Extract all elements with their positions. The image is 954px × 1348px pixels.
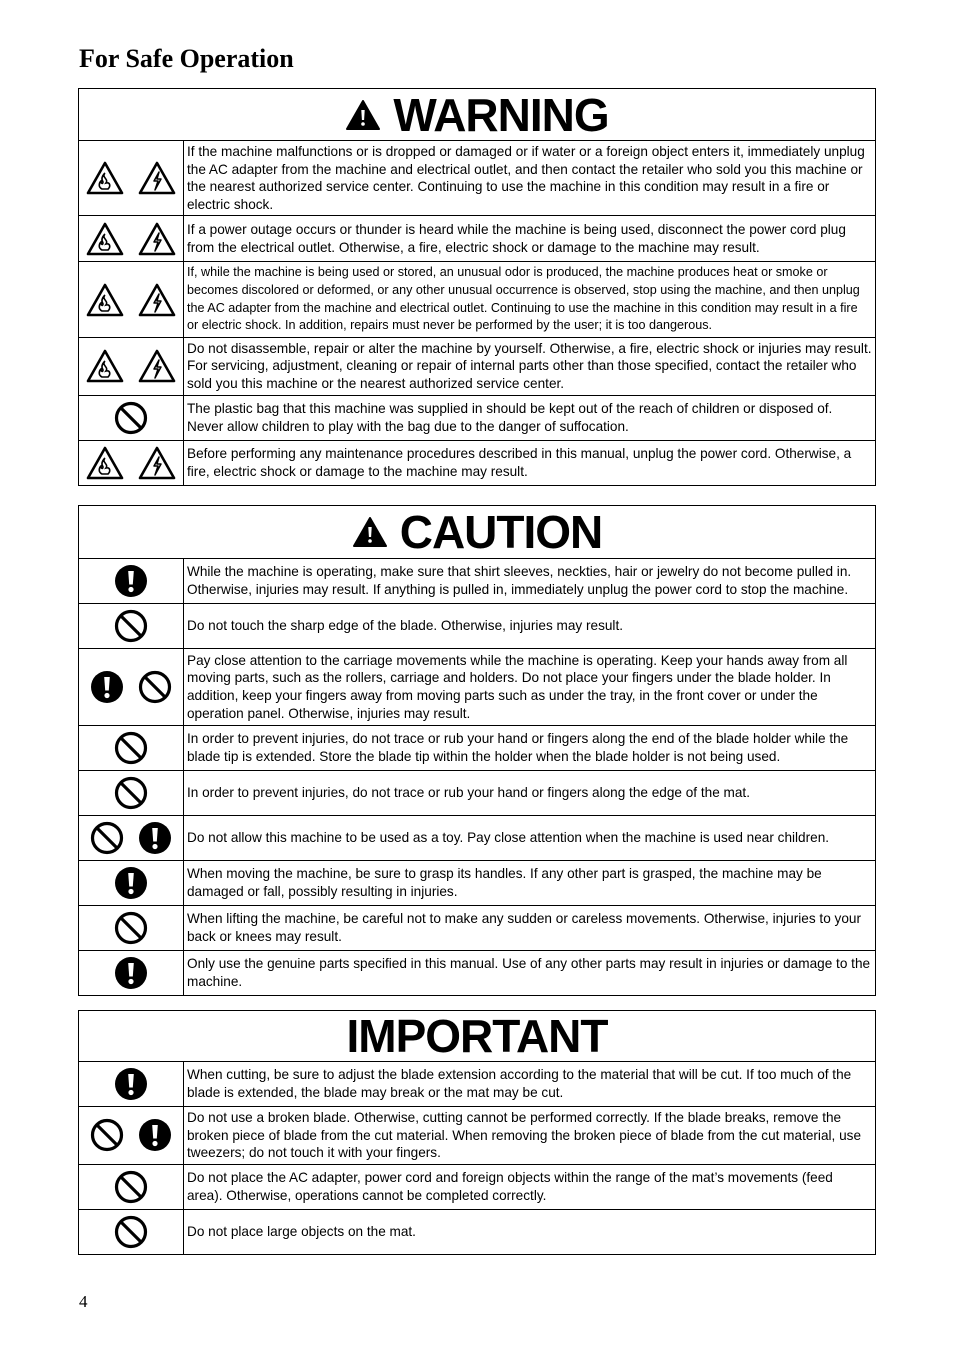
important-text: Do not place the AC adapter, power cord and foreign objects within the range of the mat’s movements (feed area). Otherwise, operations cannot be completed correctly. — [184, 1164, 876, 1209]
prohibition-icon — [114, 609, 148, 643]
electric-shock-icon — [138, 222, 176, 256]
important-text: When cutting, be sure to adjust the blade extension according to the material that will be cut. If too much of the blade is extended, the blade may break or the mat may be cut. — [184, 1062, 876, 1107]
warning-text: The plastic bag that this machine was supplied in should be kept out of the reach of children or disposed of. Never allow children to play with the bag due to the danger of suffocation. — [184, 395, 876, 440]
electric-shock-icon — [138, 446, 176, 480]
caution-heading: CAUTION — [399, 506, 603, 558]
prohibition-icon — [114, 776, 148, 810]
icon-cell — [79, 1062, 184, 1107]
page-title: For Safe Operation — [79, 44, 294, 73]
caution-text: When moving the machine, be sure to grasp its handles. If any other part is grasped, the machine may be damaged or fall, possibly resulting in injuries. — [184, 861, 876, 906]
icon-cell — [79, 559, 184, 604]
important-text: Do not use a broken blade. Otherwise, cutting cannot be performed correctly. If the blade breaks, remove the broken piece of blade from the cut material. When removing the broken piece of blade from the cut material, use tweezers; do not touch it with your fingers. — [184, 1107, 876, 1165]
icon-cell — [79, 861, 184, 906]
icon-cell — [79, 726, 184, 771]
important-heading: IMPORTANT — [346, 1010, 608, 1062]
caution-row — [79, 951, 876, 996]
mandatory-icon — [90, 670, 124, 704]
caution-row — [79, 649, 876, 726]
fire-icon — [86, 446, 124, 480]
caution-row — [79, 906, 876, 951]
caution-text: In order to prevent injuries, do not trace or rub your hand or fingers along the edge of the mat. — [184, 771, 876, 816]
prohibition-icon — [114, 401, 148, 435]
important-row — [79, 1107, 876, 1165]
prohibition-icon — [114, 1170, 148, 1204]
icon-cell — [79, 906, 184, 951]
caution-text: Do not touch the sharp edge of the blade. Otherwise, injuries may result. — [184, 604, 876, 649]
caution-text: Only use the genuine parts specified in this manual. Use of any other parts may result in injuries or damage to the machine. — [184, 951, 876, 996]
prohibition-icon — [114, 731, 148, 765]
caution-row — [79, 559, 876, 604]
icon-cell — [79, 262, 184, 337]
prohibition-icon — [90, 1118, 124, 1152]
warning-text: Before performing any maintenance procedures described in this manual, unplug the power cord. Otherwise, a fire, electric shock or damage to the machine may result. — [184, 440, 876, 485]
electric-shock-icon — [138, 283, 176, 317]
warning-row — [79, 395, 876, 440]
fire-icon — [86, 349, 124, 383]
important-table — [78, 1010, 876, 1255]
warning-text: If a power outage occurs or thunder is heard while the machine is being used, disconnect the power cord plug from the electrical outlet. Otherwise, a fire, electric shock or damage to the machine may result. — [184, 216, 876, 262]
important-row — [79, 1209, 876, 1254]
important-header-row — [79, 1011, 876, 1062]
prohibition-icon — [114, 911, 148, 945]
icon-cell — [79, 816, 184, 861]
icon-cell — [79, 1107, 184, 1165]
mandatory-icon — [138, 1118, 172, 1152]
caution-header-row — [79, 506, 876, 559]
caution-row — [79, 726, 876, 771]
warning-heading: WARNING — [393, 88, 609, 141]
warning-text: If the machine malfunctions or is dropped or damaged or if water or a foreign object enters it, immediately unplug the AC adapter from the machine and electrical outlet, and then contact the retailer who sold you this machine or the nearest authorized service center. Continuing to use the machine in this condition may result in a fire or electric shock. — [184, 141, 876, 216]
fire-icon — [86, 222, 124, 256]
important-row — [79, 1062, 876, 1107]
caution-row — [79, 861, 876, 906]
mandatory-icon — [114, 956, 148, 990]
electric-shock-icon — [138, 161, 176, 195]
prohibition-icon — [138, 670, 172, 704]
icon-cell — [79, 216, 184, 262]
warning-text: If, while the machine is being used or stored, an unusual odor is produced, the machine produces heat or smoke or becomes discolored or deformed, or any other unusual occurrence is observed, stop using the machine, and then unplug the AC adapter from the machine and electrical outlet. Continuing to use the machine in this condition may result in a fire or electric shock. In addition, repairs must never be performed by the user; it is too dangerous. — [184, 262, 876, 337]
caution-text: While the machine is operating, make sure that shirt sleeves, neckties, hair or jewelry do not become pulled in. Otherwise, injuries may result. If anything is pulled in, immediately unplug the power cord to stop the machine. — [184, 559, 876, 604]
caution-text: In order to prevent injuries, do not trace or rub your hand or fingers along the end of the blade holder while the blade tip is extended. Store the blade tip within the holder when the blade holder is not being used. — [184, 726, 876, 771]
prohibition-icon — [90, 821, 124, 855]
mandatory-icon — [114, 866, 148, 900]
electric-shock-icon — [138, 349, 176, 383]
fire-icon — [86, 283, 124, 317]
warning-row — [79, 262, 876, 337]
icon-cell — [79, 951, 184, 996]
warning-row — [79, 141, 876, 216]
icon-cell — [79, 337, 184, 395]
warning-header-row — [79, 89, 876, 141]
icon-cell — [79, 1164, 184, 1209]
warning-triangle-icon — [345, 99, 381, 131]
warning-table — [78, 88, 876, 486]
page-number: 4 — [79, 1292, 88, 1311]
icon-cell — [79, 604, 184, 649]
warning-row — [79, 337, 876, 395]
caution-text: Pay close attention to the carriage movements while the machine is operating. Keep your hands away from all moving parts, such as the rollers, carriage and holders. Do not place your fingers under the blade holder. In addition, keep your fingers away from moving parts such as under the tray, in the front cover or under the operation panel. Otherwise, injuries may result. — [184, 649, 876, 726]
prohibition-icon — [114, 1215, 148, 1249]
warning-text: Do not disassemble, repair or alter the machine by yourself. Otherwise, a fire, electric shock or injuries may result. For servicing, adjustment, cleaning or repair of internal parts other than those specified, contact the retailer who sold you this machine or the nearest authorized service center. — [184, 337, 876, 395]
mandatory-icon — [114, 1067, 148, 1101]
important-row — [79, 1164, 876, 1209]
caution-row — [79, 771, 876, 816]
important-text: Do not place large objects on the mat. — [184, 1209, 876, 1254]
caution-row — [79, 604, 876, 649]
caution-row — [79, 816, 876, 861]
mandatory-icon — [138, 821, 172, 855]
mandatory-icon — [114, 564, 148, 598]
warning-triangle-icon — [352, 516, 388, 548]
icon-cell — [79, 440, 184, 485]
warning-row — [79, 440, 876, 485]
icon-cell — [79, 1209, 184, 1254]
caution-text: When lifting the machine, be careful not to make any sudden or careless movements. Otherwise, injuries to your back or knees may result. — [184, 906, 876, 951]
caution-table — [78, 505, 876, 996]
icon-cell — [79, 649, 184, 726]
warning-row — [79, 216, 876, 262]
icon-cell — [79, 395, 184, 440]
caution-text: Do not allow this machine to be used as a toy. Pay close attention when the machine is used near children. — [184, 816, 876, 861]
fire-icon — [86, 161, 124, 195]
icon-cell — [79, 771, 184, 816]
icon-cell — [79, 141, 184, 216]
